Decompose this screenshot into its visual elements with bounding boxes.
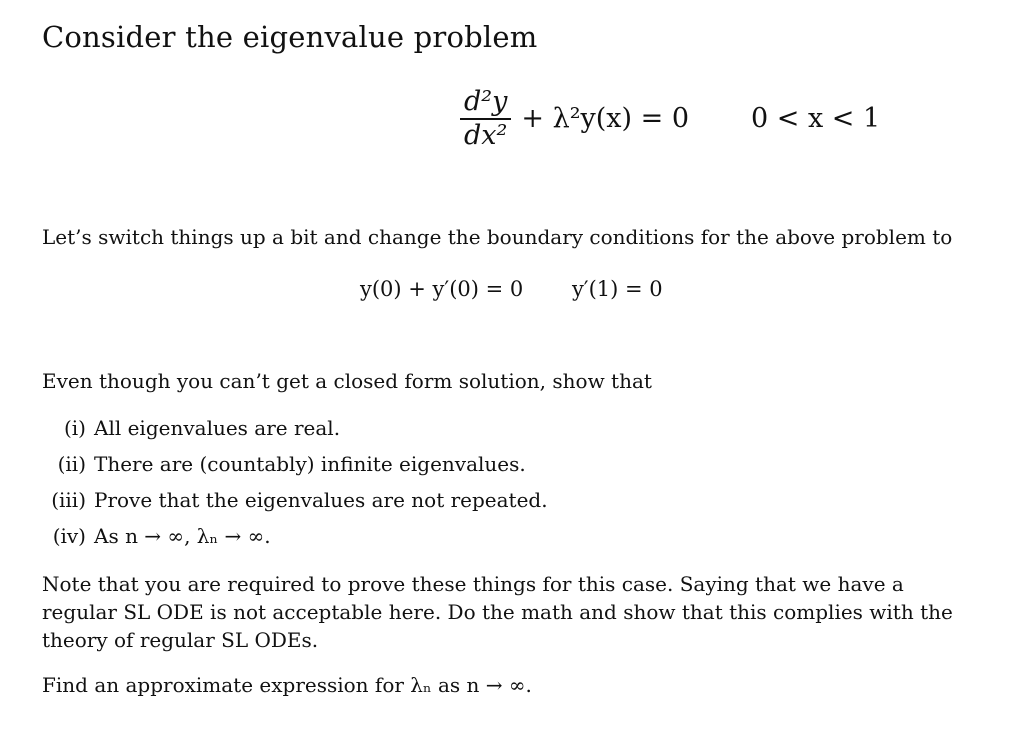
- list-item: [38, 524, 271, 548]
- list-item-marker: (iii): [51, 488, 86, 512]
- equation-remainder: + λ²y(x) = 0: [521, 103, 690, 135]
- list-item-text: As n → ∞, λₙ → ∞.: [94, 524, 271, 548]
- list-item-marker: (iv): [52, 524, 86, 548]
- fraction-numerator: d²y: [464, 86, 508, 117]
- eigenvalue-equation: [460, 86, 880, 152]
- list-item-marker: (ii): [57, 452, 86, 476]
- paragraph-boundary-intro: Let’s switch things up a bit and change the boundary conditions for the above problem to: [42, 225, 953, 249]
- list-item: [38, 452, 526, 476]
- list-item-text: There are (countably) infinite eigenvalues.: [94, 452, 526, 476]
- fraction-denominator: dx²: [464, 119, 508, 151]
- equation-domain: 0 < x < 1: [751, 103, 881, 135]
- paragraph-note: Note that you are required to prove these things for this case. Saying that we have a regular SL ODE is not acceptable here. Do the math and show that this complies with the theory of regular SL ODEs.: [42, 572, 953, 652]
- list-item-text: Prove that the eigenvalues are not repeated.: [94, 488, 548, 512]
- list-item-marker: (i): [63, 416, 86, 440]
- list-item-text: All eigenvalues are real.: [94, 416, 341, 440]
- boundary-conditions: [360, 277, 663, 301]
- boundary-condition-right: y′(1) = 0: [571, 277, 663, 301]
- boundary-condition-left: y(0) + y′(0) = 0: [360, 277, 524, 301]
- paragraph-find-expression: Find an approximate expression for λₙ as n → ∞.: [42, 673, 532, 697]
- paragraph-show-that: Even though you can’t get a closed form solution, show that: [42, 369, 652, 393]
- list-item: [38, 488, 548, 512]
- list-item: [38, 416, 340, 440]
- second-derivative-fraction: [460, 86, 511, 152]
- problem-heading: Consider the eigenvalue problem: [42, 20, 538, 54]
